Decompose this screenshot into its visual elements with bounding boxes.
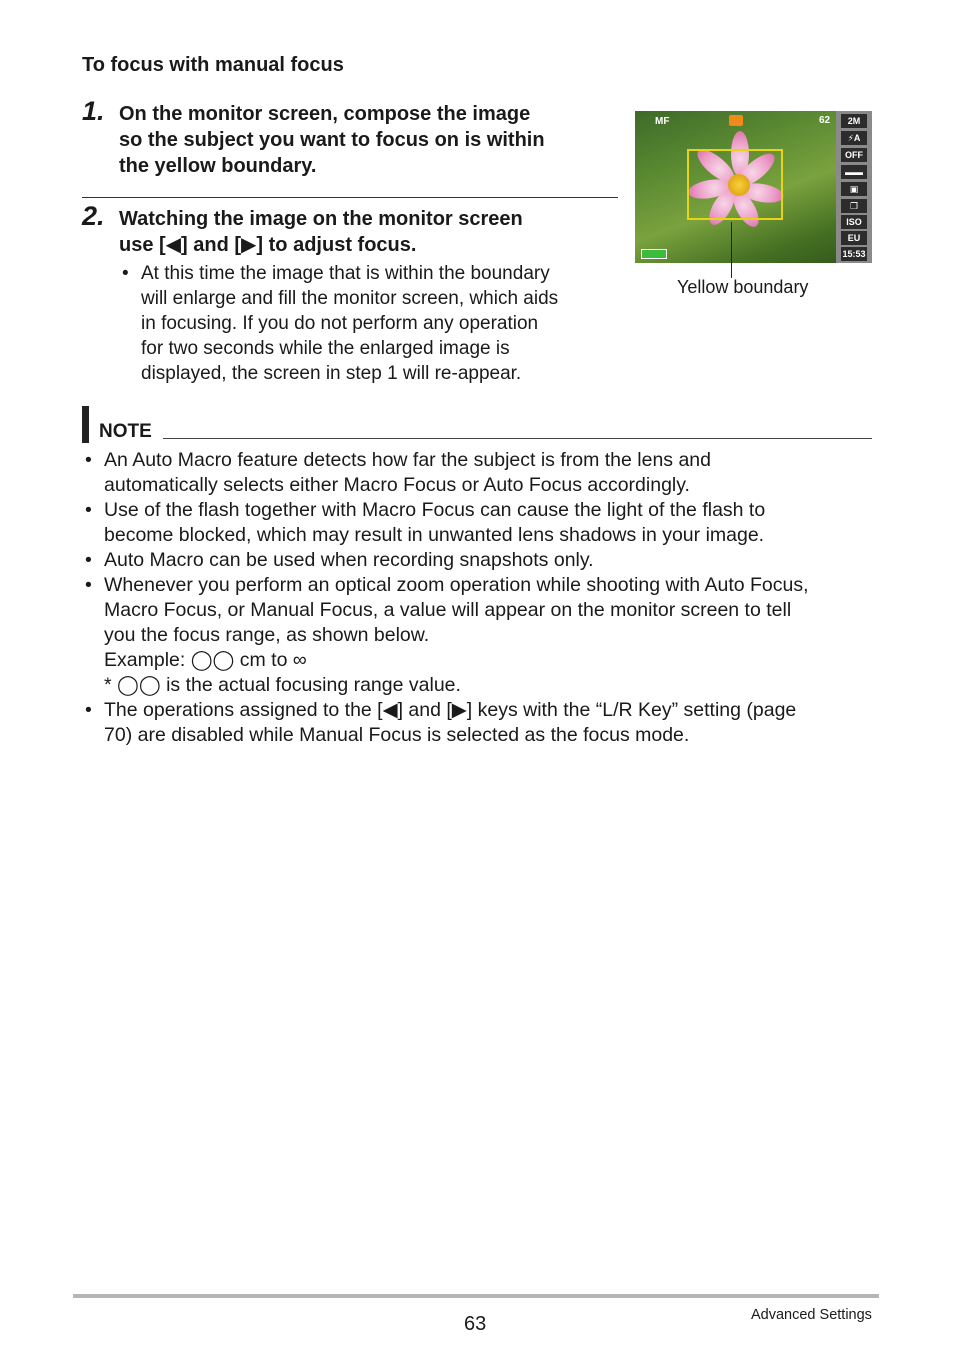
section-title: To focus with manual focus: [82, 54, 344, 76]
footer-rule: [73, 1294, 879, 1298]
note-title: NOTE: [99, 421, 152, 442]
iso-icon: ISO: [841, 215, 867, 229]
camera-mode-icon: [729, 115, 743, 126]
step-1-line: so the subject you want to focus on is within: [119, 129, 545, 151]
note-line: Whenever you perform an optical zoom operation while shooting with Auto Focus,: [104, 574, 809, 596]
bullet-line: in focusing. If you do not perform any operation: [141, 313, 539, 334]
exposure-icon: EU: [841, 231, 867, 245]
flash-icon: ⚡A: [841, 131, 867, 145]
note-item: [82, 448, 872, 498]
metering-icon: ▬▬: [841, 165, 867, 179]
note-line: Use of the flash together with Macro Focus can cause the light of the flash to: [104, 499, 766, 521]
image-size-icon: 2M: [841, 114, 867, 128]
note-line: Macro Focus, or Manual Focus, a value will appear on the monitor screen to tell: [104, 599, 792, 621]
callout-line: [731, 222, 732, 278]
step-1-line: On the monitor screen, compose the image: [119, 103, 531, 125]
bullet-marker: •: [85, 449, 92, 471]
camera-monitor-image: [635, 111, 872, 263]
note-line: become blocked, which may result in unwanted lens shadows in your image.: [104, 524, 765, 546]
note-line: An Auto Macro feature detects how far the subject is from the lens and: [104, 449, 711, 471]
bullet-marker: •: [85, 549, 92, 571]
screen-icon-panel: [836, 111, 872, 263]
bullet-line: displayed, the screen in step 1 will re-appear.: [141, 363, 522, 384]
note-line: 70) are disabled while Manual Focus is selected as the focus mode.: [104, 724, 690, 746]
note-line: Auto Macro can be used when recording snapshots only.: [104, 549, 594, 571]
note-item: [82, 548, 872, 573]
off-icon: OFF: [841, 148, 867, 162]
footer-section-name: Advanced Settings: [751, 1307, 872, 1323]
example-line: Example: ◯◯ cm to ∞: [104, 649, 307, 671]
time-readout: 15:53: [842, 249, 866, 259]
page-number: 63: [464, 1313, 487, 1335]
battery-icon: [641, 249, 667, 259]
focus-mode-indicator: MF: [655, 116, 670, 127]
bullet-marker: •: [85, 574, 92, 596]
note-rule: [163, 438, 872, 439]
note-item: [82, 698, 872, 748]
note-bar: [82, 406, 89, 443]
bullet-line: will enlarge and fill the monitor screen, which aids: [141, 288, 559, 309]
yellow-focus-boundary: [687, 149, 783, 220]
remaining-shots: 62: [819, 115, 831, 126]
step-1-text: [119, 101, 619, 179]
note-line: you the focus range, as shown below.: [104, 624, 430, 646]
step-2-number: 2.: [82, 201, 105, 231]
drive-mode-icon: ❐: [841, 199, 867, 213]
bullet-marker: •: [85, 699, 92, 721]
note-list: [82, 448, 872, 748]
step-1-line: the yellow boundary.: [119, 155, 317, 177]
bullet-line: At this time the image that is within the boundary: [141, 263, 550, 284]
bullet-marker: •: [122, 263, 129, 284]
step-2-text: [119, 206, 619, 258]
note-line: The operations assigned to the [◀] and [▶] keys with the “L/R Key” setting (page: [104, 699, 797, 721]
step-divider: [82, 197, 618, 198]
step-2-line: Watching the image on the monitor screen: [119, 208, 523, 230]
step-2-bullet: [122, 261, 612, 386]
note-item: [82, 498, 872, 548]
step-2-line: use [◀] and [▶] to adjust focus.: [119, 234, 417, 256]
step-1-number: 1.: [82, 96, 105, 126]
bullet-line: for two seconds while the enlarged image is: [141, 338, 510, 359]
callout-label: Yellow boundary: [677, 277, 809, 297]
note-item: [82, 573, 872, 648]
note-line: automatically selects either Macro Focus or Auto Focus accordingly.: [104, 474, 690, 496]
bullet-marker: •: [85, 499, 92, 521]
asterisk-line: * ◯◯ is the actual focusing range value.: [104, 674, 461, 696]
face-detect-icon: ▣: [841, 182, 867, 196]
